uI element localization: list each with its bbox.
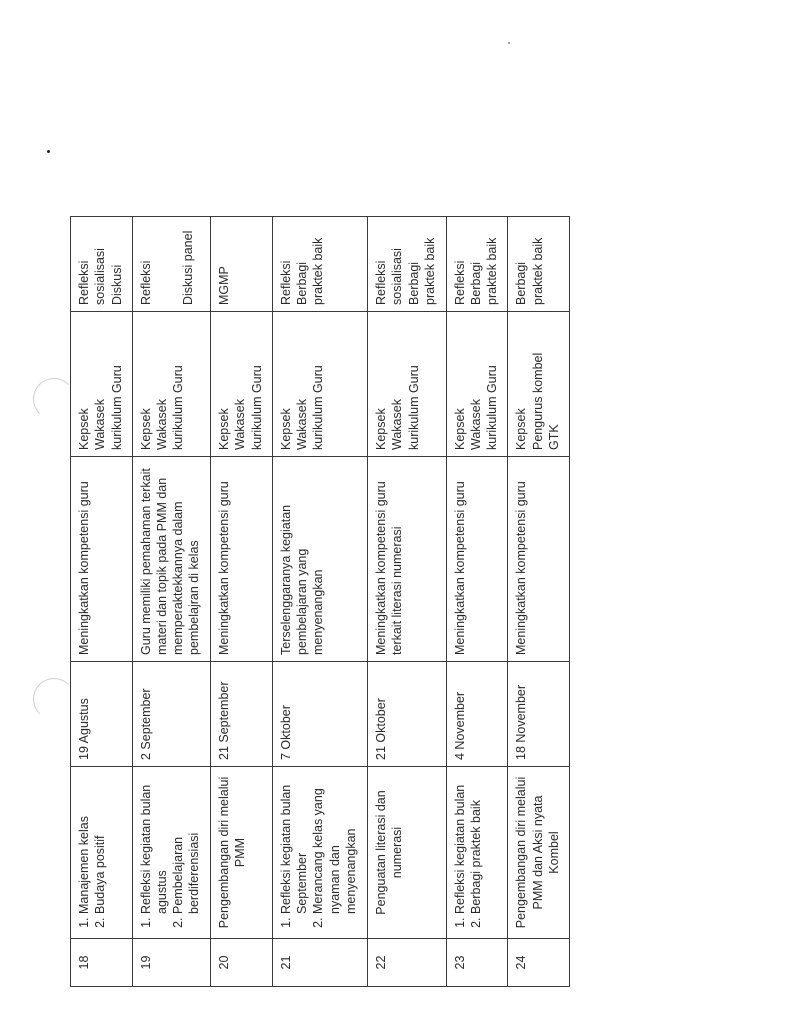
table-row <box>272 217 367 987</box>
pj-cell <box>368 312 446 457</box>
pj-cell <box>132 312 210 457</box>
materi-cell <box>71 767 133 939</box>
pj-line: Wakasek <box>233 399 248 450</box>
table-row <box>132 217 210 987</box>
pj-line: Kepsek <box>138 408 153 450</box>
notes-line: Refleksi <box>77 260 91 305</box>
scan-speck <box>508 42 510 44</box>
notes-line: sosialisasi <box>390 248 405 305</box>
row-number: 18 <box>71 939 133 987</box>
pj-line: GTK <box>546 424 561 450</box>
pj-line: Pengurus kombel <box>530 352 545 450</box>
row-number: 24 <box>508 939 570 987</box>
goal-cell: Meningkatkan kompetensi guru <box>71 457 133 662</box>
rotated-page <box>70 217 570 987</box>
pj-line: Kepsek <box>278 408 293 450</box>
date-cell: 19 Agustus <box>71 662 133 767</box>
notes-cell <box>446 217 508 312</box>
notes-cell <box>71 217 133 312</box>
date-cell: 18 November <box>508 662 570 767</box>
pj-cell <box>71 312 133 457</box>
pj-line: Wakasek <box>295 399 310 450</box>
pj-line: kurikulum Guru <box>171 365 186 450</box>
row-number: 22 <box>368 939 446 987</box>
pj-line: Wakasek <box>93 399 108 450</box>
materi-cell <box>132 767 210 939</box>
goal-cell: Meningkatkan kompetensi guru <box>508 457 570 662</box>
pj-line: Kepsek <box>77 408 91 450</box>
spacer <box>154 223 180 305</box>
materi-item: 1. Refleksi kegiatan bulan <box>452 773 468 914</box>
pj-line: Kepsek <box>514 408 529 450</box>
notes-line: Refleksi <box>278 260 293 305</box>
notes-line: Diskusi panel <box>180 230 195 305</box>
notes-line: Refleksi <box>374 260 389 305</box>
notes-cell <box>132 217 210 312</box>
notes-line: MGMP <box>217 266 232 305</box>
notes-line: Refleksi <box>138 260 153 305</box>
pj-line: Kepsek <box>452 408 467 450</box>
notes-line: praktek baik <box>422 237 437 305</box>
materi-cell: Pengembangan diri melalui PMM <box>211 767 273 939</box>
materi-item: 1. Refleksi kegiatan bulan September <box>278 773 311 914</box>
scan-speck <box>47 150 50 153</box>
pj-cell <box>211 312 273 457</box>
pj-line: kurikulum Guru <box>485 365 500 450</box>
pj-cell <box>272 312 367 457</box>
materi-item: 2. Budaya positif <box>92 773 108 914</box>
goal-cell: Meningkatkan kompetensi guru <box>211 457 273 662</box>
row-number: 23 <box>446 939 508 987</box>
pj-line: Wakasek <box>390 399 405 450</box>
table-row <box>508 217 570 987</box>
table-row <box>368 217 446 987</box>
notes-line: Diskusi <box>109 264 124 305</box>
table-rotator <box>70 217 570 987</box>
table-row <box>446 217 508 987</box>
pj-cell <box>446 312 508 457</box>
materi-item: 2. Merancang kelas yang nyaman dan menyenangkan <box>310 773 359 914</box>
scan-artifact <box>33 378 75 420</box>
row-number: 19 <box>132 939 210 987</box>
row-number: 20 <box>211 939 273 987</box>
notes-line: Berbagi <box>295 261 310 305</box>
notes-line: praktek baik <box>485 237 500 305</box>
table-row <box>71 217 133 987</box>
goal-cell: Meningkatkan kompetensi guru <box>446 457 508 662</box>
notes-line: Refleksi <box>452 260 467 305</box>
pj-line: Wakasek <box>468 399 483 450</box>
materi-item: 1. Refleksi kegiatan bulan agustus <box>138 773 171 914</box>
pj-cell <box>508 312 570 457</box>
date-cell: 21 Oktober <box>368 662 446 767</box>
table-row <box>211 217 273 987</box>
scan-artifact <box>33 678 75 720</box>
date-cell: 7 Oktober <box>272 662 367 767</box>
materi-item: 1. Manajemen kelas <box>76 773 92 914</box>
date-cell: 4 November <box>446 662 508 767</box>
notes-cell <box>272 217 367 312</box>
notes-line: Berbagi <box>514 261 529 305</box>
date-cell: 2 September <box>132 662 210 767</box>
pj-line: kurikulum Guru <box>406 365 421 450</box>
materi-cell: Pengembangan diri melalui PMM dan Aksi nyata Kombel <box>508 767 570 939</box>
materi-item: 2. Pembelajaran berdiferensiasi <box>170 773 203 914</box>
pj-line: kurikulum Guru <box>249 365 264 450</box>
notes-line: sosialisasi <box>93 248 108 305</box>
pj-line: Wakasek <box>154 399 169 450</box>
materi-cell <box>272 767 367 939</box>
goal-cell: Meningkatkan kompetensi guru terkait literasi numerasi <box>368 457 446 662</box>
notes-cell <box>368 217 446 312</box>
pj-line: kurikulum Guru <box>311 365 326 450</box>
materi-item: 2. Berbagi praktek baik <box>468 773 484 914</box>
goal-cell: Guru memiliki pemahaman terkait materi dan topik pada PMM dan memperaktekkannya dalam pembelajran di kelas <box>132 457 210 662</box>
date-cell: 21 September <box>211 662 273 767</box>
pj-line: kurikulum Guru <box>109 365 124 450</box>
notes-line: Berbagi <box>406 261 421 305</box>
activity-schedule-table <box>70 216 570 987</box>
goal-cell: Terselenggaranya kegiatan pembelajaran yang menyenangkan <box>272 457 367 662</box>
pj-line: Kepsek <box>217 408 232 450</box>
notes-line: praktek baik <box>311 237 326 305</box>
materi-cell: Penguatan literasi dan numerasi <box>368 767 446 939</box>
pj-line: Kepsek <box>374 408 389 450</box>
row-number: 21 <box>272 939 367 987</box>
notes-cell <box>508 217 570 312</box>
notes-line: praktek baik <box>530 237 545 305</box>
notes-line: Berbagi <box>468 261 483 305</box>
materi-cell <box>446 767 508 939</box>
notes-cell <box>211 217 273 312</box>
